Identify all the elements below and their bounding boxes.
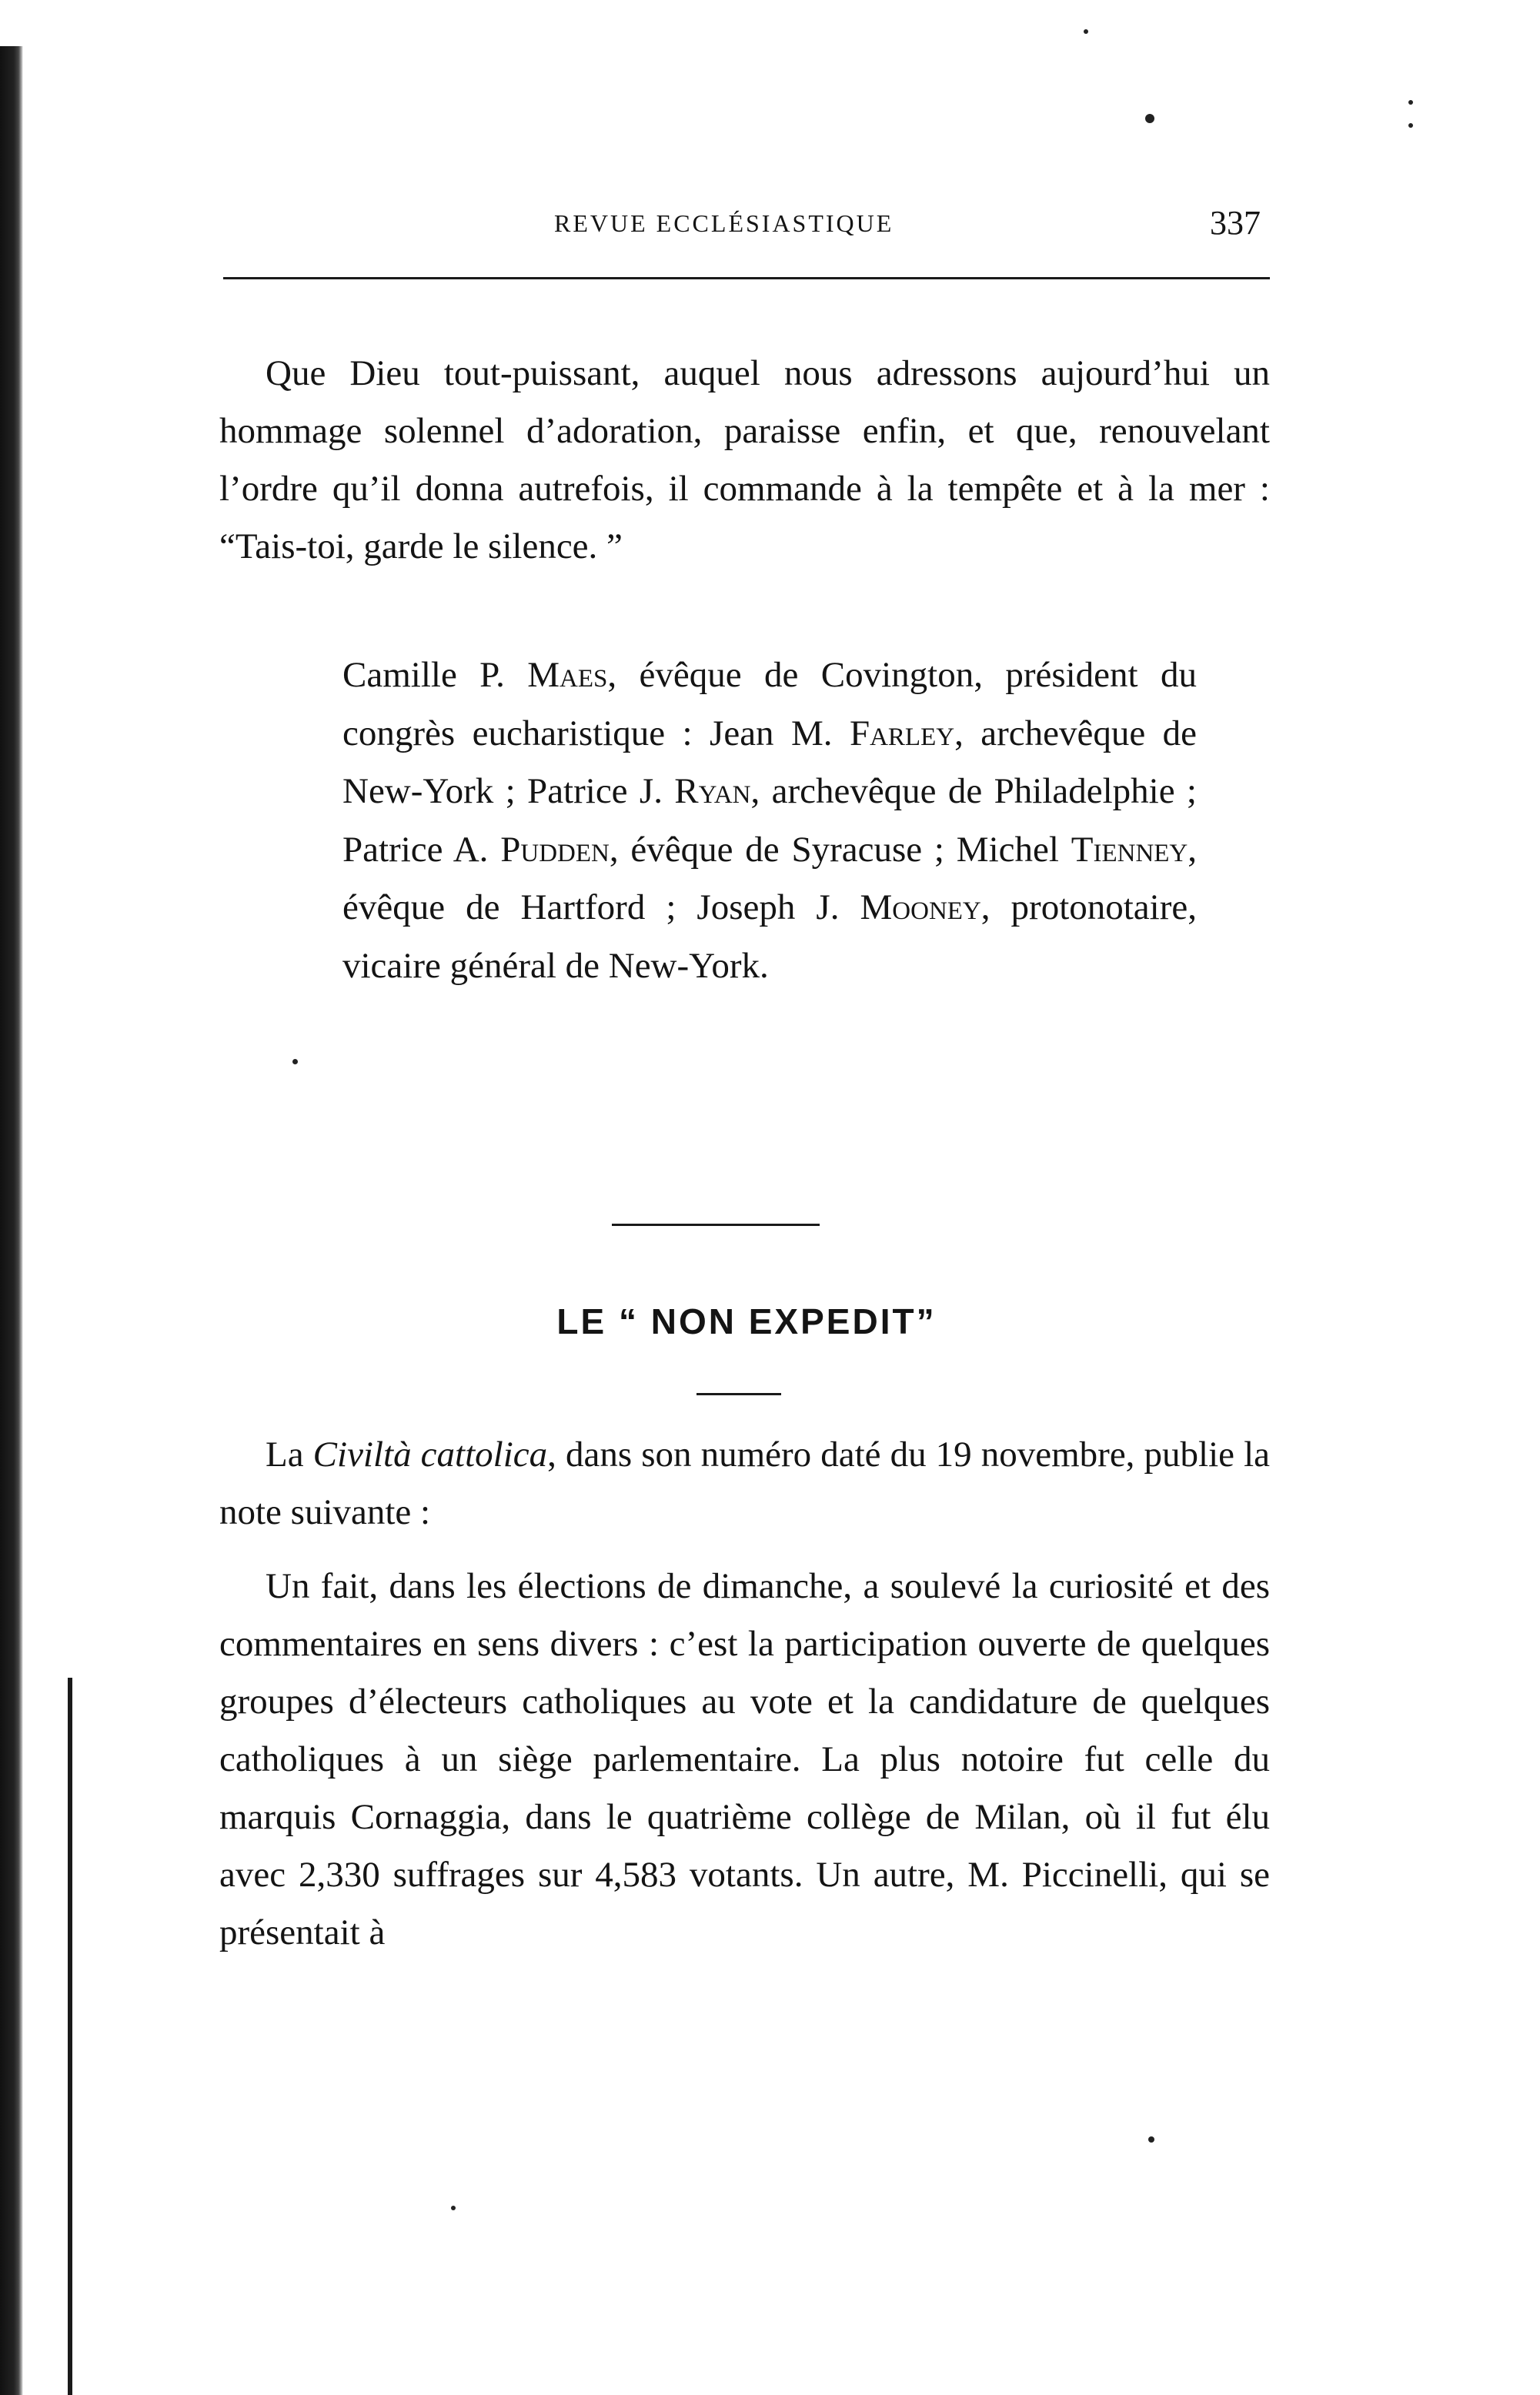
signatory-name: Farley xyxy=(849,713,955,753)
signature-text: Camille P. xyxy=(342,655,528,695)
section-divider-rule xyxy=(612,1224,820,1226)
section-title: LE “ NON EXPEDIT” xyxy=(556,1301,937,1341)
speck xyxy=(1084,29,1088,34)
page-number: 337 xyxy=(1210,204,1261,242)
signature-text: , évêque de Syracuse ; Michel xyxy=(609,829,1071,870)
header-rule xyxy=(223,277,1270,279)
signature-text: , évêque de Covington, président du congrès eucharistique : Jean M. xyxy=(342,655,1197,753)
paragraph-intro xyxy=(219,1426,1270,1542)
binding-edge-shadow xyxy=(0,46,23,2395)
signatory-name: Maes xyxy=(527,655,608,695)
signatory-name: Pudden xyxy=(500,829,610,870)
speck xyxy=(1145,114,1154,123)
paragraph-prayer: Que Dieu tout-puissant, auquel nous adressons aujourd’hui un hommage solennel d’adoration, paraisse enfin, et que, renouvelant l’ordre qu’il donna autrefois, il commande à la tempête et à la mer : “Tais-toi, garde le silence. ” xyxy=(219,353,1270,566)
signature-text: , archevêque de Philadelphie ; Patrice A. xyxy=(342,771,1197,870)
signatory-name: Ryan xyxy=(674,771,751,811)
signature-text: , protonotaire, vicaire général de New-York. xyxy=(342,887,1197,986)
title-underline-rule xyxy=(697,1393,781,1395)
speck xyxy=(1408,123,1413,128)
signatures-block xyxy=(342,646,1197,995)
signatory-name: Mooney xyxy=(860,887,981,927)
signatory-name: Tienney xyxy=(1071,829,1188,870)
intro-lead: La xyxy=(266,1435,313,1475)
intro-rest: , dans son numéro daté du 19 novembre, publie la note suivante : xyxy=(219,1435,1270,1532)
signature-text: , évêque de Hartford ; Joseph J. xyxy=(342,829,1198,927)
speck xyxy=(1408,100,1413,105)
signature-text: , archevêque de New-York ; Patrice J. xyxy=(342,713,1197,811)
running-head: REVUE ECCLÉSIASTIQUE xyxy=(554,209,894,237)
page-header xyxy=(223,204,1270,246)
speck xyxy=(451,2206,456,2210)
paragraph-body: Un fait, dans les élections de dimanche, a soulevé la curiosité et des commentaires en sens divers : c’est la participation ouverte de quelques groupes d’électeurs catholiques au vote et la candidature de quelques catholiques à un siège parlementaire. La plus notoire fut celle du marquis Cornaggia, dans le quatrième collège de Milan, où il fut élu avec 2,330 suffrages sur 4,583 votants. Un autre, M. Piccinelli, qui se présentait à xyxy=(219,1566,1270,1952)
binding-edge-line xyxy=(68,1678,72,2395)
speck xyxy=(1148,2136,1154,2143)
source-title: Civiltà cattolica xyxy=(312,1435,548,1475)
speck xyxy=(292,1059,298,1064)
